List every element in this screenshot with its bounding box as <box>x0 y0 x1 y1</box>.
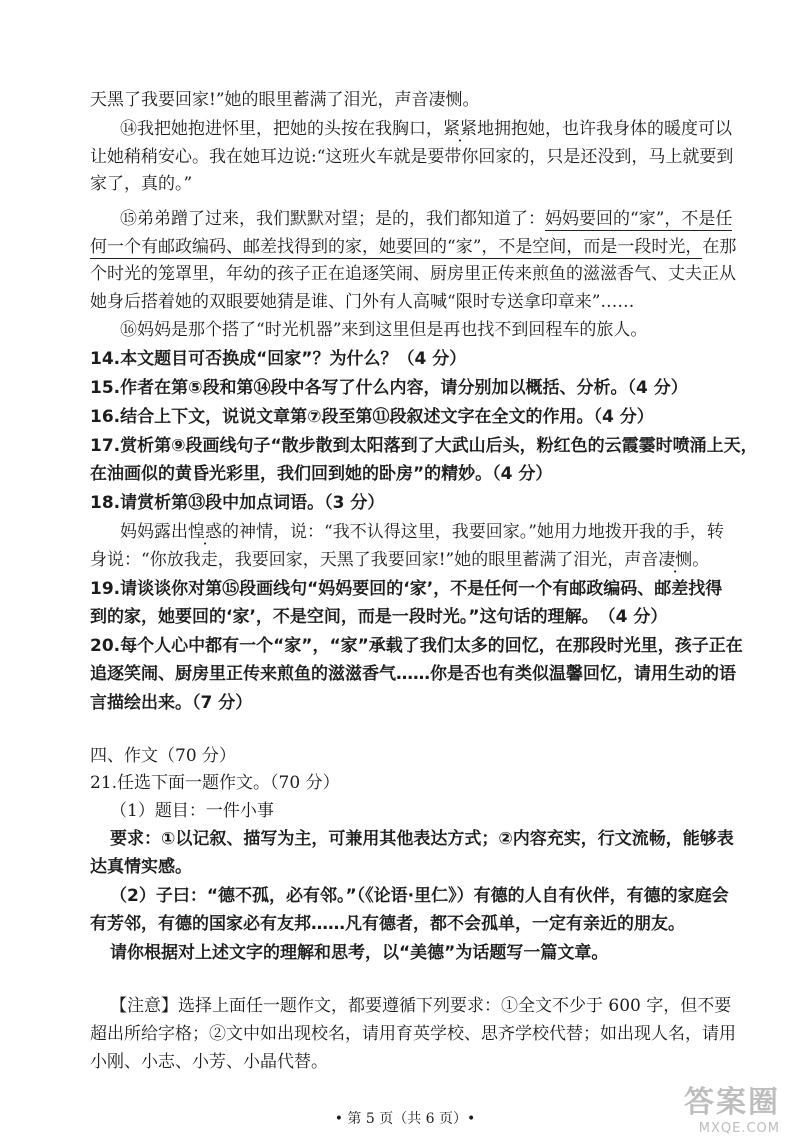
question-19-cont: 到的家，她要回的‘家’，不是空间，而是一段时光。”这句话的理解。 （4 分） <box>90 607 668 627</box>
passage-line: 何一个有邮政编码、邮差找得到的家，她要回的“家”，不是空间，而是一段时光，在那 <box>90 237 737 257</box>
question-20-cont: 言描绘出来。（7 分） <box>90 693 253 713</box>
notice-cont: 超出所给字格；②文中如出现校名，请用育英学校、思齐学校代替；如出现人名，请用 <box>90 1024 736 1044</box>
page-number: • 第 5 页（共 6 页）• <box>334 1111 476 1127</box>
topic-2: （2）子曰：“德不孤，必有邻。”（《论语·里仁》）有德的人自有伙伴，有德的家庭会 <box>110 886 729 906</box>
underlined-sentence: 妈妈要回的“家”，不是任 <box>545 209 733 229</box>
passage-line: 家了，真的。” <box>90 174 193 194</box>
watermark-logo <box>684 1077 780 1136</box>
emphasis-dots: 紧紧 <box>443 119 477 139</box>
topic-2-prompt: 请你根据对上述文字的理解和思考，以“美德”为话题写一篇文章。 <box>110 943 609 963</box>
paragraph-14: ⑭我把她抱进怀里，把她的头按在我胸口，紧紧地拥抱她，也许我身体的暖度可以 <box>120 119 732 139</box>
watermark-logo-text: 答案圈 <box>684 1085 780 1120</box>
paragraph-16: ⑯妈妈是那个搭了“时光机器”来到这里但是再也找不到回程车的旅人。 <box>120 320 648 340</box>
emphasis-dots: 凄恻 <box>658 550 693 570</box>
question-18-quote: 妈妈露出惶惑的神情，说：“我不认得这里，我要回家。”她用力地拨开我的手，转 <box>120 522 724 542</box>
topic-1-requirement: 要求：①以记叙、描写为主，可兼用其他表达方式；②内容充实，行文流畅，能够表 <box>110 829 734 849</box>
question-19: 19.请谈谈你对第⑮段画线句“妈妈要回的‘家’，不是任何一个有邮政编码、邮差找得 <box>90 579 723 599</box>
watermark-url: MXQE.COM <box>698 1121 780 1136</box>
topic-1: （1）题目：一件小事 <box>110 801 274 821</box>
question-20: 20.每个人心中都有一个“家”，“家”承载了我们太多的回忆，在那段时光里，孩子正在 <box>90 636 743 656</box>
question-15: 15.作者在第⑤段和第⑭段中各写了什么内容，请分别加以概括、分析。（4 分） <box>90 378 688 398</box>
question-18-quote-cont: 身说：“你放我走，我要回家，天黑了我要回家!”她的眼里蓄满了泪光，声音凄恻。 <box>90 550 710 570</box>
question-14: 14.本文题目可否换成“回家”？为什么？（4 分） <box>90 349 467 369</box>
passage-line: 让她稍稍安心。我在她耳边说:“这班火车就是要带你回家的，只是还没到，马上就要到 <box>90 147 734 167</box>
question-21: 21.任选下面一题作文。（70 分） <box>90 773 340 793</box>
question-17: 17.赏析第⑨段画线句子“散步散到太阳落到了大武山后头，粉红色的云霞霎时喷涌上天， <box>90 436 758 456</box>
topic-1-requirement-cont: 达真情实感。 <box>90 857 192 877</box>
underlined-sentence: 何一个有邮政编码、邮差找得到的家，她要回的“家”，不是空间，而是一段时光， <box>90 237 703 257</box>
passage-line: 天黑了我要回家!”她的眼里蓄满了泪光，声音凄恻。 <box>90 90 480 110</box>
passage-line: 个时光的笼罩里，年幼的孩子正在追逐笑闹、厨房里正传来煎鱼的滋滋香气、丈夫正从 <box>90 264 736 284</box>
question-18: 18.请赏析第⑬段中加点词语。（3 分） <box>90 493 385 513</box>
question-20-cont: 追逐笑闹、厨房里正传来煎鱼的滋滋香气……你是否也有类似温馨回忆，请用生动的语 <box>90 664 736 684</box>
section-heading: 四、作文（70 分） <box>90 746 237 766</box>
notice: 【注意】选择上面任一题作文，都要遵循下列要求：①全文不少于 600 字，但不要 <box>110 996 732 1016</box>
question-16: 16.结合上下文，说说文章第⑦段至第⑪段叙述文字在全文的作用。（4 分） <box>90 407 654 427</box>
question-17-cont: 在油画似的黄昏光彩里，我们回到她的卧房”的精妙。（4 分） <box>90 464 553 484</box>
emphasis-dots: 惶惑 <box>188 522 222 542</box>
notice-cont: 小刚、小志、小芳、小晶代替。 <box>90 1052 328 1072</box>
paragraph-15: ⑮弟弟蹭了过来，我们默默对望；是的，我们都知道了：妈妈要回的“家”，不是任 <box>120 209 733 229</box>
topic-2-cont: 有芳邻，有德的国家必有友邦……凡有德者，都不会孤单，一定有亲近的朋友。 <box>90 914 685 934</box>
passage-line: 她身后搭着她的双眼要她猜是谁、门外有人高喊“限时专送拿印章来”…… <box>90 292 635 312</box>
